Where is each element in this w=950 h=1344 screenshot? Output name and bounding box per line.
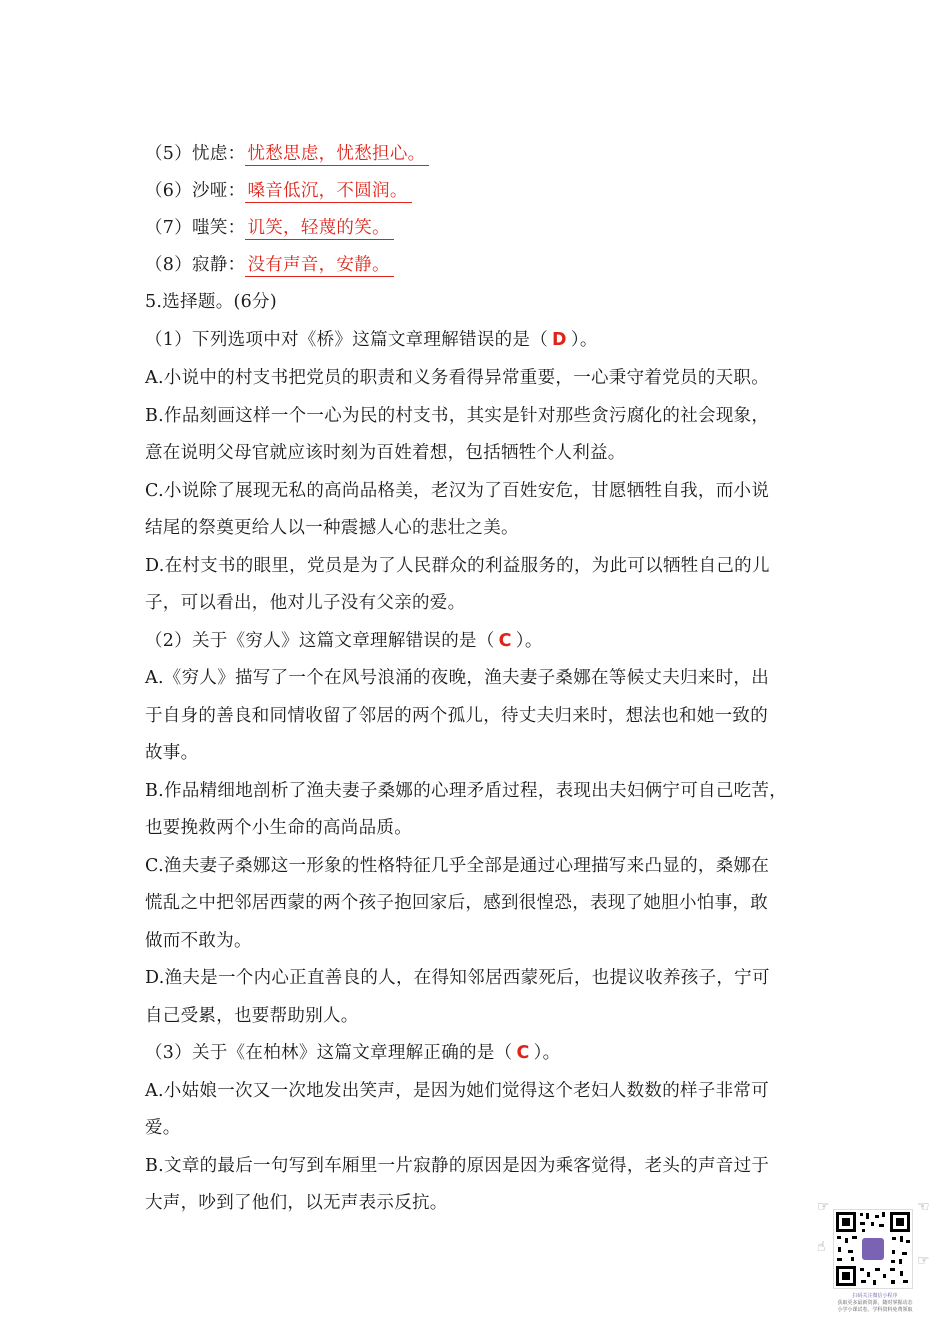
vocab-item-7 (145, 216, 394, 240)
answer-letter: C (498, 631, 512, 651)
option-b-cont: 也要挽救两个小生命的高尚品质。 (145, 818, 412, 838)
option-b: B.作品刻画这样一个一心为民的村支书，其实是针对那些贪污腐化的社会现象， (145, 406, 770, 426)
vocab-term: （7）嗤笑： (145, 218, 246, 238)
question-stem-close: ）。 (533, 1043, 561, 1063)
option-d: D.在村支书的眼里，党员是为了人民群众的利益服务的，为此可以牺牲自己的儿 (145, 556, 770, 576)
option-d-cont: 子，可以看出，他对儿子没有父亲的爱。 (145, 593, 466, 613)
question-1-stem (145, 328, 598, 352)
option-b: B.作品精细地剖析了渔夫妻子桑娜的心理矛盾过程，表现出夫妇俩宁可自己吃苦， (145, 781, 788, 801)
option-a-cont: 于自身的善良和同情收留了邻居的两个孤儿，待丈夫归来时，想法也和她一致的 (145, 706, 768, 726)
question-stem-text: （2）关于《穷人》这篇文章理解错误的是（ (145, 631, 495, 651)
pointing-hand-icon: ☞ (917, 1253, 930, 1269)
vocab-term: （6）沙哑： (145, 181, 246, 201)
vocab-answer: 忧愁思虑，忧愁担心。 (245, 144, 429, 166)
question-3-stem (145, 1041, 560, 1065)
question-2-stem (145, 629, 543, 653)
vocab-answer: 没有声音，安静。 (245, 255, 393, 277)
answer-letter: C (516, 1043, 530, 1063)
question-stem-text: （3）关于《在柏林》这篇文章理解正确的是（ (145, 1043, 513, 1063)
option-a: A.小姑娘一次又一次地发出笑声，是因为她们觉得这个老妇人数数的样子非常可 (145, 1081, 769, 1101)
question-stem-close: ）。 (570, 330, 598, 350)
qr-code[interactable] (833, 1209, 913, 1289)
option-c-cont: 慌乱之中把邻居西蒙的两个孩子抱回家后，感到很惶恐，表现了她胆小怕事，敢 (145, 893, 768, 913)
qr-pattern (834, 1210, 912, 1288)
option-c: C.渔夫妻子桑娜这一形象的性格特征几乎全部是通过心理描写来凸显的，桑娜在 (145, 856, 770, 876)
qr-caption-title: 扫码关注微信小程序 (852, 1293, 898, 1299)
section-title: 5.选择题。(6分) (145, 292, 277, 312)
vocab-item-8 (145, 253, 394, 277)
qr-caption-line: 小学小课试卷、学科资料免费领取 (837, 1307, 913, 1313)
option-c-cont: 结尾的祭奠更给人以一种震撼人心的悲壮之美。 (145, 518, 519, 538)
qr-caption-line: 获取更多最新资源，随时掌握动态 (837, 1300, 913, 1306)
option-c: C.小说除了展现无私的高尚品格美，老汉为了百姓安危，甘愿牺牲自我，而小说 (145, 481, 770, 501)
vocab-answer: 讥笑，轻蔑的笑。 (245, 218, 393, 240)
vocab-term: （8）寂静： (145, 255, 246, 275)
question-stem-close: ）。 (515, 631, 543, 651)
qr-code-badge[interactable] (815, 1195, 935, 1325)
question-stem-text: （1）下列选项中对《桥》这篇文章理解错误的是（ (145, 330, 549, 350)
vocab-item-5 (145, 142, 429, 166)
option-a: A.《穷人》描写了一个在风号浪涌的夜晚，渔夫妻子桑娜在等候丈夫归来时，出 (145, 668, 769, 688)
vocab-item-6 (145, 179, 412, 203)
option-b-cont: 意在说明父母官就应该时刻为百姓着想，包括牺牲个人利益。 (145, 443, 626, 463)
option-a-cont: 故事。 (145, 743, 199, 763)
pointing-hand-icon: ☞ (817, 1199, 830, 1215)
option-a-cont: 爱。 (145, 1118, 181, 1138)
vocab-answer: 嗓音低沉，不圆润。 (245, 181, 411, 203)
vocab-term: （5）忧虑： (145, 144, 246, 164)
option-d-cont: 自己受累，也要帮助别人。 (145, 1006, 359, 1026)
qr-caption (819, 1293, 931, 1314)
pointing-hand-icon: ☜ (917, 1199, 930, 1215)
option-b-cont: 大声，吵到了他们，以无声表示反抗。 (145, 1193, 448, 1213)
pointing-hand-icon: ☝ (817, 1239, 826, 1255)
option-c-cont: 做而不敢为。 (145, 931, 252, 951)
option-d: D.渔夫是一个内心正直善良的人，在得知邻居西蒙死后，也提议收养孩子，宁可 (145, 968, 770, 988)
option-b: B.文章的最后一句写到车厢里一片寂静的原因是因为乘客觉得，老头的声音过于 (145, 1156, 770, 1176)
answer-letter: D (552, 330, 567, 350)
option-a: A.小说中的村支书把党员的职责和义务看得异常重要，一心秉守着党员的天职。 (145, 368, 769, 388)
